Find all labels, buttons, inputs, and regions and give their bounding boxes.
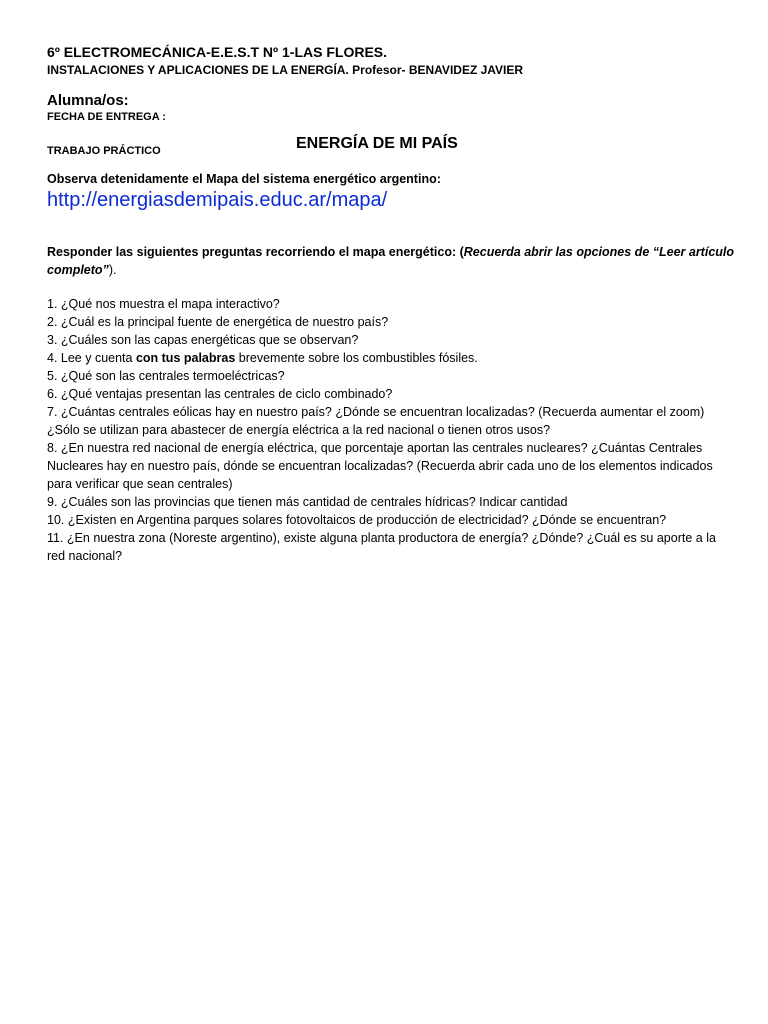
question-item: 7. ¿Cuántas centrales eólicas hay en nuestro país? ¿Dónde se encuentran localizadas? (Recuerda aumentar el zoom) ¿Sólo se utilizan para abastecer de energía eléctrica a la red nacional o tienen otros usos? (47, 405, 705, 437)
school-heading: 6º ELECTROMECÁNICA-E.E.S.T Nº 1-LAS FLORES. (47, 44, 388, 60)
instructions-paragraph (47, 243, 737, 279)
question-item: 1. ¿Qué nos muestra el mapa interactivo? (47, 297, 280, 311)
map-link[interactable]: http://energiasdemipais.educ.ar/mapa/ (47, 189, 388, 211)
course-subheading: INSTALACIONES Y APLICACIONES DE LA ENERGÍA. Profesor- BENAVIDEZ JAVIER (47, 63, 524, 77)
page-title: ENERGÍA DE MI PAÍS (296, 135, 458, 152)
question-4-before: 4. Lee y cuenta (47, 351, 136, 365)
question-4-after: brevemente sobre los combustibles fósiles. (235, 351, 478, 365)
questions-list (47, 295, 737, 565)
instructions-italic: Recuerda abrir las opciones de “Leer artículo completo” (47, 245, 735, 277)
question-4-emphasis: con tus palabras (135, 351, 236, 365)
students-label: Alumna/os: (47, 92, 129, 109)
observe-instruction: Observa detenidamente el Mapa del sistema energético argentino: (47, 172, 441, 186)
question-item (47, 349, 737, 367)
question-item: 8. ¿En nuestra red nacional de energía eléctrica, que porcentaje aportan las centrales nucleares? ¿Cuántas Centrales Nucleares hay en nuestro país, dónde se encuentran localizadas? (Recuerda abrir cada uno de los elementos indicados para verificar que sean centrales) (47, 441, 713, 491)
assignment-kind: TRABAJO PRÁCTICO (47, 145, 161, 157)
question-item: 3. ¿Cuáles son las capas energéticas que se observan? (47, 333, 359, 347)
question-item: 6. ¿Qué ventajas presentan las centrales de ciclo combinado? (47, 387, 393, 401)
question-item: 10. ¿Existen en Argentina parques solares fotovoltaicos de producción de electricidad? ¿Dónde se encuentran? (47, 513, 667, 527)
instructions-lead: Responder las siguientes preguntas recorriendo el mapa energético: ( (47, 245, 464, 259)
instructions-tail: ). (108, 263, 117, 277)
question-item: 5. ¿Qué son las centrales termoeléctricas? (47, 369, 285, 383)
question-item: 9. ¿Cuáles son las provincias que tienen más cantidad de centrales hídricas? Indicar cantidad (47, 495, 568, 509)
due-date-label: FECHA DE ENTREGA : (47, 111, 166, 123)
document-page (47, 43, 737, 565)
question-item: 2. ¿Cuál es la principal fuente de energética de nuestro país? (47, 315, 389, 329)
question-item: 11. ¿En nuestra zona (Noreste argentino), existe alguna planta productora de energía? ¿Dónde? ¿Cuál es su aporte a la red nacional? (47, 531, 716, 563)
